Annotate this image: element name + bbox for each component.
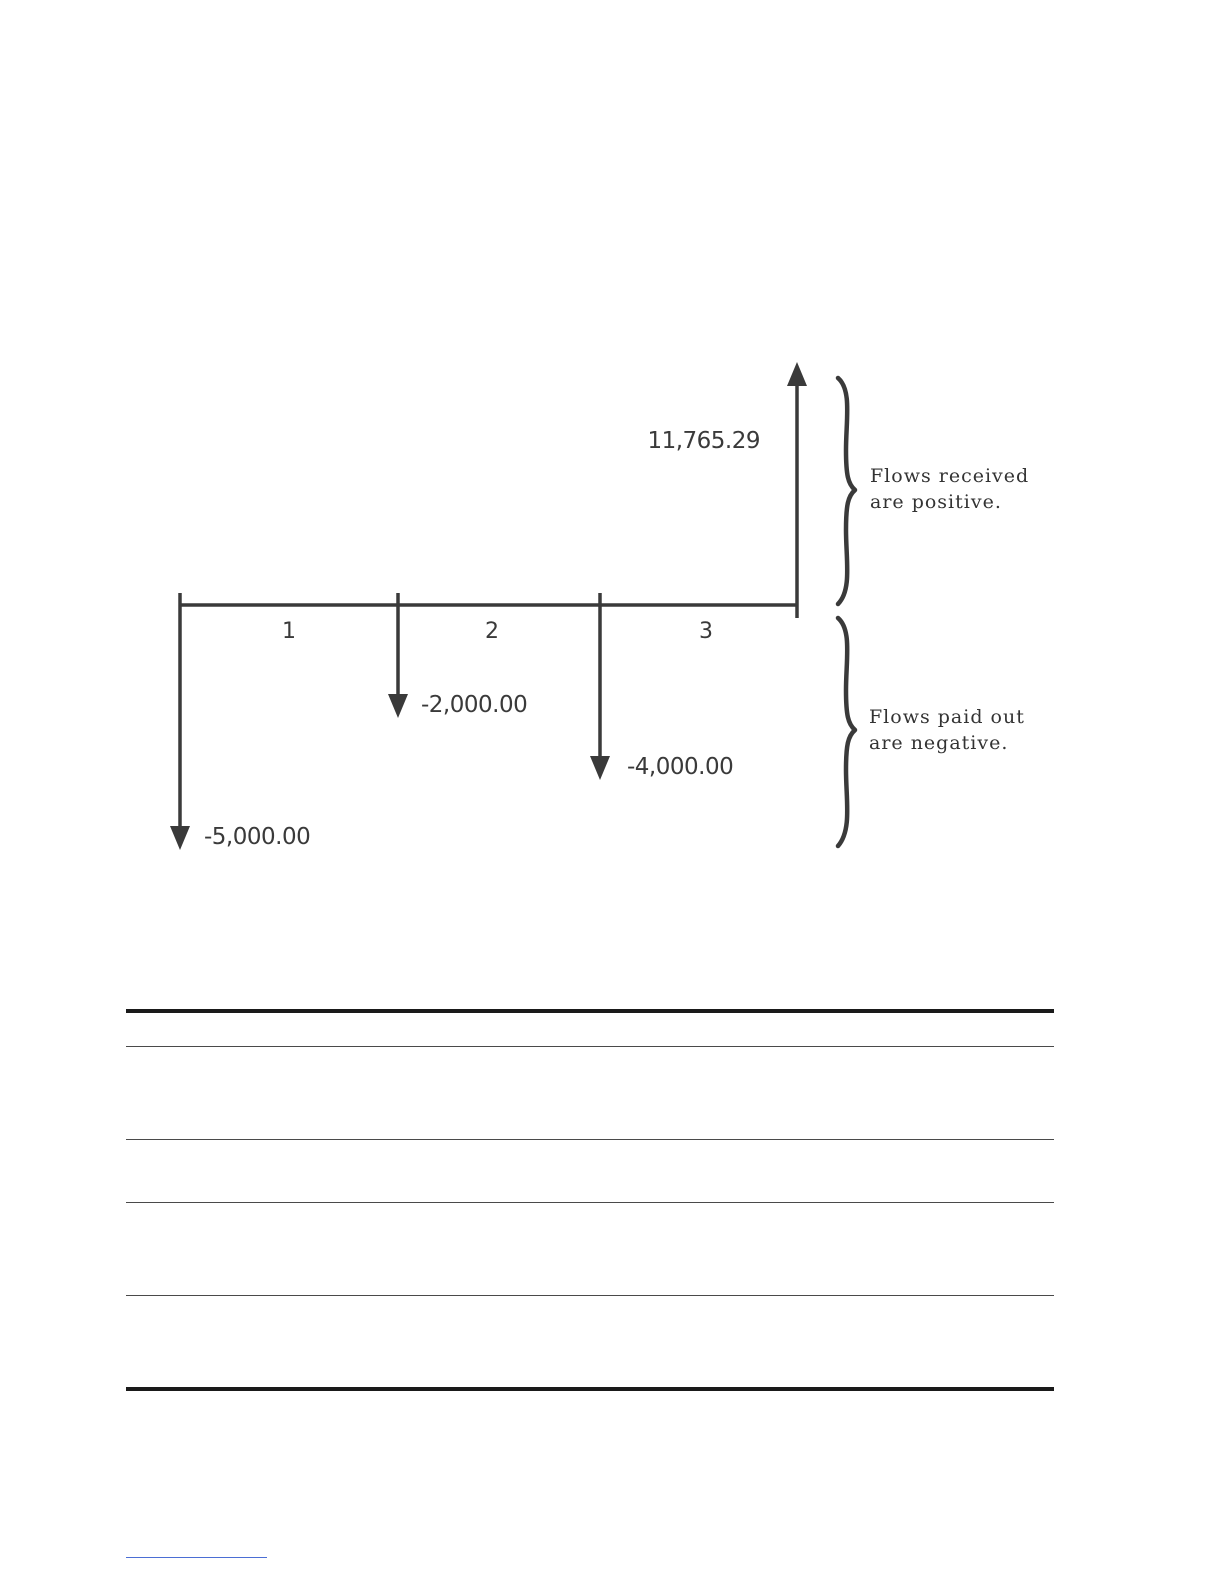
outflow-arrow-2-head bbox=[590, 756, 610, 780]
received-note-line-2: are positive. bbox=[870, 491, 1002, 513]
outflow-amount-2: -4,000.00 bbox=[627, 754, 734, 780]
period-label-1: 1 bbox=[282, 619, 296, 644]
table-bottom-rule bbox=[126, 1387, 1054, 1391]
outflow-arrow-1-head bbox=[388, 694, 408, 718]
table-row-rule-3 bbox=[126, 1295, 1054, 1296]
outflow-amount-1: -2,000.00 bbox=[421, 692, 528, 718]
outflow-arrow-0-head bbox=[170, 826, 190, 850]
paid-note-line-2: are negative. bbox=[869, 732, 1009, 754]
period-label-3: 3 bbox=[699, 619, 713, 644]
table-header-rule bbox=[126, 1046, 1054, 1047]
table-row-rule-1 bbox=[126, 1139, 1054, 1140]
footnote-separator bbox=[126, 1557, 267, 1558]
table-row-rule-2 bbox=[126, 1202, 1054, 1203]
inflow-arrow-3-head bbox=[787, 362, 807, 386]
paid-note-line-1: Flows paid out bbox=[869, 706, 1025, 728]
received-brace bbox=[838, 378, 855, 604]
outflow-amount-0: -5,000.00 bbox=[204, 824, 311, 850]
inflow-amount-3: 11,765.29 bbox=[647, 428, 760, 454]
table-top-rule bbox=[126, 1009, 1054, 1013]
received-note-line-1: Flows received bbox=[870, 465, 1030, 487]
period-label-2: 2 bbox=[485, 619, 499, 644]
paid-brace bbox=[838, 618, 855, 846]
